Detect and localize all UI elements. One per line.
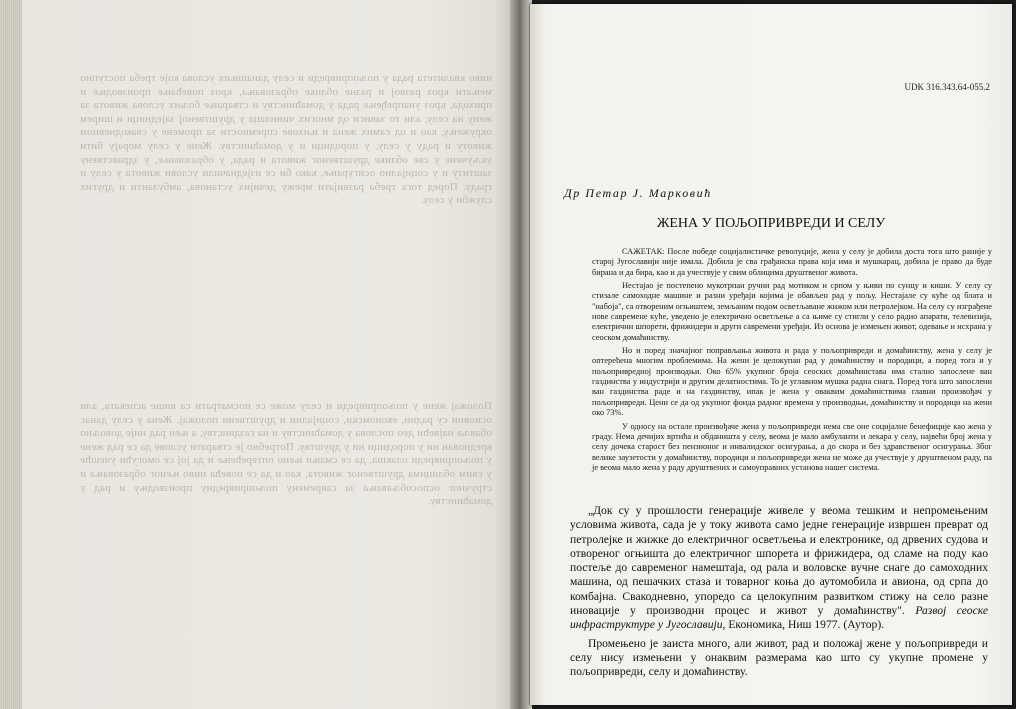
abstract-paragraph: САЖЕТАК: После победе социјалистичке револуције, жена у селу је добила доста тога што раније у старој Југославији није имала. Добила је сва грађанска права која има и мушкарац, добила је право да буде бирана и да бира, као и да учествује у свим облицима друштвеног живота. xyxy=(592,247,992,277)
body-text xyxy=(570,504,988,684)
abstract-paragraph: Но и поред значајног поправљања живота и рада у пољопривреди и домаћинству, жена у селу је оптерећена многим проблемима. На жени је целокупан рад у домаћинству и породици, а поред тога и у пољопривредној производњи. Око 65% укупног броја сеоских домаћинстава има стално запослене ван газдинства у индустрији и другим делатностима. То је углавном мушка радна снага. Поред тога што запослени ван газдинства раде и на газдинству, ипак је жена у оваквим домаћинствима главни произвођач у пољопривреди. Цени се да од укупног фонда радног времена у производњи, домаћинству и породици на жени око 73%. xyxy=(592,346,992,418)
abstract-paragraph: У односу на остале произвођаче жена у пољопривреди нема све оне социјалне бенефиције као жена у граду. Нема дечијих вртића и обданишта у селу, веома је мало амбуланти и лекара у селу, највећи број жена у селу дочека старост без пензионог и инвалидског осигурања, а до скора и без здравственог осигурања. Због велике заузетости у домаћинству, породици и пољопривреди жена не може да учествује у друштвеном раду, па је веома мало жена у раду друштвених и самоуправних установа нашег система. xyxy=(592,421,992,472)
udk-code: UDK 316.343.64-055.2 xyxy=(904,82,990,92)
quote-source-title: Развој сеоске инфраструктуре у Југославији, xyxy=(570,604,989,632)
abstract xyxy=(592,247,992,476)
author-name: Др Петар Ј. Марковић xyxy=(564,186,712,200)
right-page xyxy=(530,4,1012,705)
show-through-text-top: ниво квалитета рада у пољопривреди и селу данашњих услова које треба поступно мењати кроз развој и разне облике образовања, кроз повећање производње и прихода, кроз унапређење рада у домаћинству и стварање бољих услова живота за жену на селу, али то зависи од многих чинилаца у друштвеној заједници и ширем окружењу, као и од самих жена и њихове спремности за промене у свакодневном животу и раду у селу, у породици и у домаћинству. Жене у селу морају бити укључене у све облике друштвеног живота и рада, у образовање, у здравствену заштиту и у социјално осигурање, како би се изједначили услови живота у селу и граду. Поред тога треба развијати мрежу дечијих установа, амбуланти и других служби у селу. xyxy=(80,72,492,207)
closing-paragraph: Промењено је заиста много, али живот, рад и положај жене у пољопривреди и селу нису измењени у онаквим размерама као што су укупне промене у пољопривреди, селу и домаћинству. xyxy=(570,636,988,679)
quote-paragraph xyxy=(570,504,988,633)
book-gutter xyxy=(510,0,532,709)
abstract-paragraph: Нестајао је постепено мукотрпан ручни рад мотиком и српом у њиви по сунцу и киши. У селу су стизале самоходне машине и разни уређаји којима је обављен рад у пољу. Нестајале су куће од блата и "набоја", са отвореним огњиштем, земљаним подом осветљаване жижом или петролејком. На селу су изграђене нове савремене куће, уведено је електрично осветљење а са њиме су стигли у село радио апарати, телевизија, електрични шпорети, фрижидери и други савремени уређаји. Из основа је измењен живот, одевање и исхрана у сеоском домаћинству. xyxy=(592,281,992,342)
article-title: ЖЕНА У ПОЉОПРИВРЕДИ И СЕЛУ xyxy=(656,216,886,231)
page-edges xyxy=(0,0,22,709)
quote-text: „Док су у прошлости генерације живеле у веома тешким и непромењеним условима живота, сада је у току живота само једне генерације извршен преврат од петролејке и жижке до електричног осветљења и електронике, од дрвених судова и отвореног огњишта до електричног шпорета и фрижидера, од сламе на поду као постеље до савременог намештаја, од рала и воловске вучне снаге до самоходних машина, од пешачких стаза и товарног коња до аутомобила и авиона, од српа до комбајна. Свакодневно, упоредо са целокупним развитком стижу на село разне иновације у производни процес и живот у домаћинству". xyxy=(570,504,988,618)
show-through-text-bottom: Положај жене у пољопривреди и селу може се посматрати са више аспеката, али основни су радни, економски, социјални и друштвени положај. Жена у селу данас обавља највећи део послова у домаћинству и на газдинству, а њен рад није довољно вреднован ни у породици ни у друштву. Потребно је стварати услове да се рад жене у пољопривреди олакша, да се смањи њено оптерећење и да јој се омогући учешће у свим облицима друштвеног живота, као и да се повећа ниво њеног образовања и стручног оспособљавања за савремену пољопривредну производњу и рад у домаћинству. xyxy=(80,400,492,508)
quote-source-publisher: Економика, Ниш 1977. (Аутор). xyxy=(728,618,885,632)
